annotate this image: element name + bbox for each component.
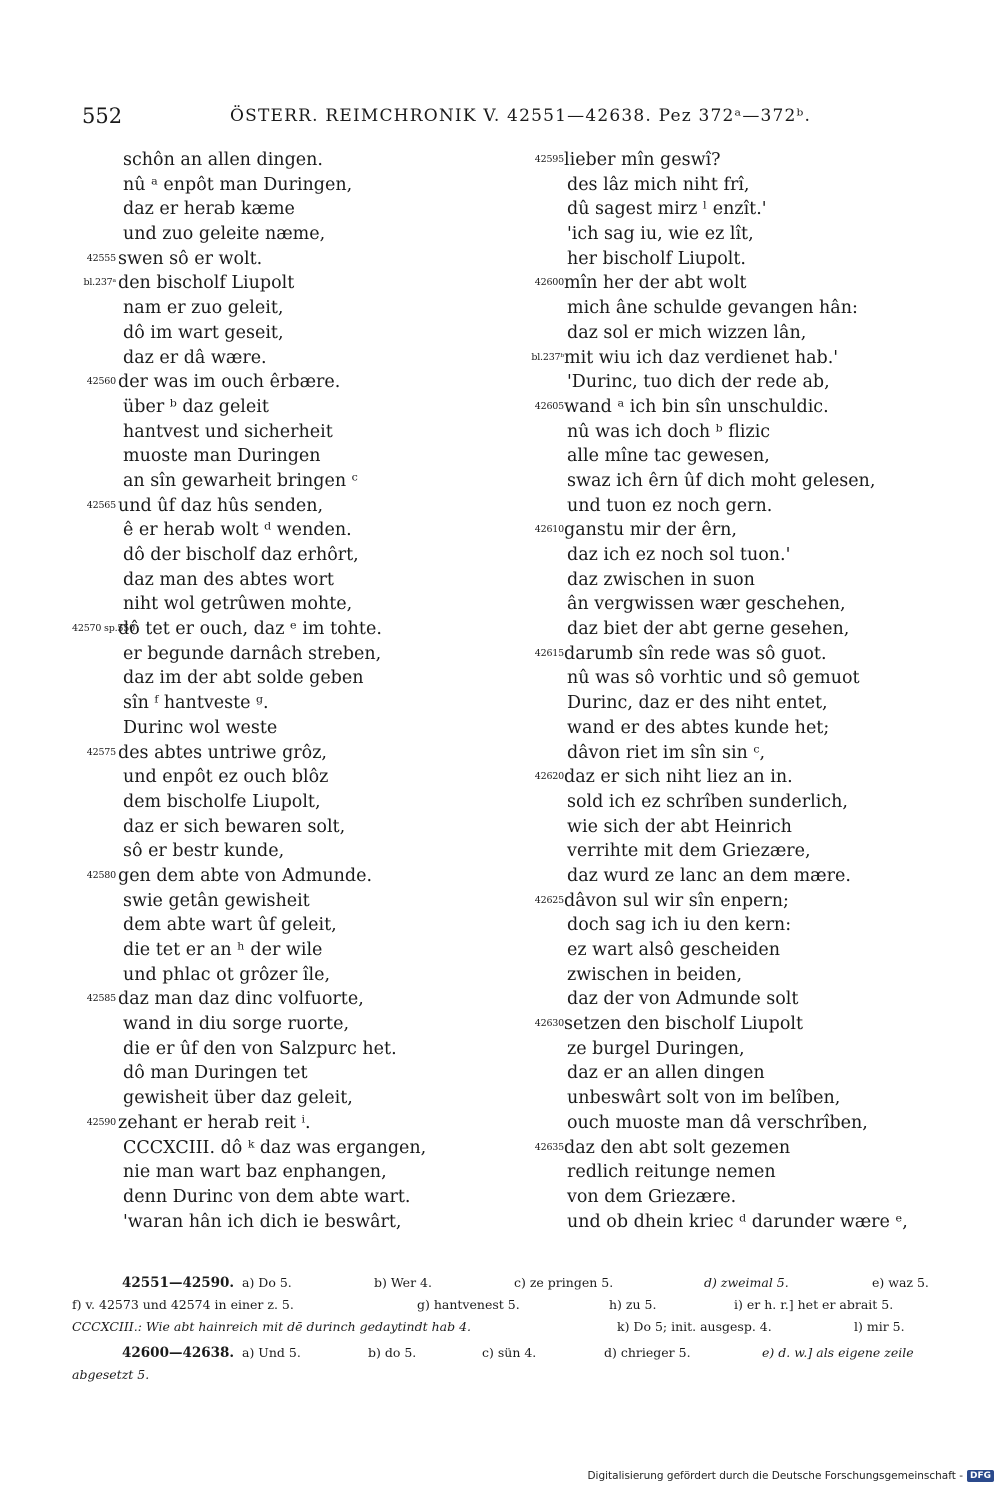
- verse-text: verrihte mit dem Griezære,: [567, 841, 811, 862]
- verse-line: [0, 1185, 500, 1210]
- footnote-row-1: [72, 1272, 942, 1294]
- verse-line: [500, 839, 1000, 864]
- line-number: 42555: [86, 252, 116, 264]
- verse-text: dâvon riet im sîn sin ᶜ,: [567, 742, 766, 763]
- verse-line: [0, 691, 500, 716]
- verse-line: [0, 963, 500, 988]
- verse-text: daz im der abt solde geben: [123, 668, 364, 689]
- verse-text: daz biet der abt gerne gesehen,: [567, 619, 850, 640]
- verse-line: [0, 1061, 500, 1086]
- verse-line: [0, 346, 500, 371]
- verse-line: [500, 1160, 1000, 1185]
- verse-line: [0, 938, 500, 963]
- verse-line: [500, 1012, 1000, 1037]
- verse-text: unbeswârt solt von im belîben,: [567, 1088, 841, 1109]
- verse-text: ê er herab wolt ᵈ wenden.: [123, 520, 352, 541]
- footnote-row-2: [72, 1294, 942, 1316]
- verse-line: [0, 815, 500, 840]
- verse-line: [0, 716, 500, 741]
- verse-text: ez wart alsô gescheiden: [567, 940, 781, 960]
- verse-line: [500, 765, 1000, 790]
- right-column: [500, 148, 1000, 1234]
- verse-line: [0, 247, 500, 272]
- verse-text: dû sagest mirz ˡ enzît.': [567, 199, 767, 220]
- verse-line: [0, 617, 500, 642]
- verse-line: [500, 222, 1000, 247]
- running-head: ÖSTERR. REIMCHRONIK V. 42551—42638. Pez 372ᵃ—372ᵇ.: [230, 106, 812, 126]
- verse-text: und ûf daz hûs senden,: [118, 495, 324, 516]
- footnote: abgesetzt 5.: [72, 1367, 150, 1382]
- verse-line: [500, 197, 1000, 222]
- verse-text: gewisheit über daz geleit,: [123, 1088, 353, 1109]
- verse-text: darumb sîn rede was sô guot.: [564, 643, 827, 664]
- footnote: k) Do 5; init. ausgesp. 4.: [617, 1319, 772, 1334]
- footnote: l) mir 5.: [854, 1319, 905, 1334]
- line-number: 42615: [534, 647, 564, 659]
- verse-text: wand ᵃ ich bin sîn unschuldic.: [564, 396, 829, 417]
- verse-line: [0, 592, 500, 617]
- verse-line: [500, 1185, 1000, 1210]
- line-number: bl.237ᵇ: [531, 351, 564, 363]
- verse-text: setzen den bischolf Liupolt: [564, 1014, 804, 1035]
- verse-text: die tet er an ʰ der wile: [123, 940, 323, 960]
- verse-line: [500, 691, 1000, 716]
- verse-text: her bischolf Liupolt.: [567, 248, 746, 269]
- verse-line: [0, 1086, 500, 1111]
- verse-text: und enpôt ez ouch blôz: [123, 767, 329, 788]
- verse-text: daz man daz dinc volfuorte,: [118, 989, 364, 1010]
- footnote: b) do 5.: [368, 1345, 417, 1360]
- verse-text: dem bischolfe Liupolt,: [123, 791, 321, 812]
- verse-text: dô man Duringen tet: [123, 1063, 308, 1084]
- verse-text: und phlac ot grôzer île,: [123, 964, 331, 985]
- verse-text: den bischolf Liupolt: [118, 273, 295, 294]
- footnote: a) Do 5.: [242, 1275, 292, 1290]
- verse-line: [500, 247, 1000, 272]
- verse-line: [500, 592, 1000, 617]
- verse-text: die er ûf den von Salzpurc het.: [123, 1038, 397, 1059]
- verse-text: doch sag ich iu den kern:: [567, 915, 792, 936]
- verse-line: [0, 518, 500, 543]
- footnote: CCCXCIII.: Wie abt hainreich mit dē durinch gedaytindt hab 4.: [72, 1319, 472, 1334]
- verse-line: [500, 790, 1000, 815]
- verse-text: daz man des abtes wort: [123, 569, 334, 590]
- verse-line: [0, 1012, 500, 1037]
- verse-line: [500, 716, 1000, 741]
- verse-line: [0, 1210, 500, 1235]
- funding-credit: [587, 1470, 994, 1482]
- line-number: 42570 sp.550: [72, 623, 135, 635]
- verse-text: ân vergwissen wær geschehen,: [567, 594, 846, 615]
- page-header: [0, 104, 1000, 132]
- verse-text: mit wiu ich daz verdienet hab.': [564, 347, 839, 368]
- line-number: 42580: [86, 869, 116, 881]
- verse-line: [500, 271, 1000, 296]
- credit-text: Digitalisierung gefördert durch die Deutsche Forschungsgemeinschaft -: [587, 1470, 963, 1482]
- verse-line: [500, 617, 1000, 642]
- verse-line: [0, 765, 500, 790]
- verse-line: [500, 173, 1000, 198]
- verse-text: daz zwischen in suon: [567, 569, 755, 590]
- verse-line: [0, 741, 500, 766]
- line-number: 42610: [534, 524, 564, 536]
- verse-line: [500, 815, 1000, 840]
- verse-line: [0, 370, 500, 395]
- verse-text: alle mîne tac gewesen,: [567, 446, 770, 467]
- verse-line: [0, 197, 500, 222]
- verse-line: [500, 1037, 1000, 1062]
- verse-text: des lâz mich niht frî,: [567, 174, 750, 195]
- verse-line: [500, 370, 1000, 395]
- verse-line: [500, 642, 1000, 667]
- verse-line: [0, 864, 500, 889]
- verse-line: [500, 296, 1000, 321]
- verse-line: [0, 444, 500, 469]
- verse-text: 'ich sag iu, wie ez lît,: [567, 224, 754, 245]
- verse-line: [0, 1136, 500, 1161]
- verse-line: [0, 296, 500, 321]
- verse-line: [500, 321, 1000, 346]
- verse-line: [0, 420, 500, 445]
- verse-line: [500, 444, 1000, 469]
- verse-text: schôn an allen dingen.: [123, 150, 323, 170]
- verse-text: ze burgel Duringen,: [567, 1038, 745, 1059]
- verse-text: hantvest und sicherheit: [123, 421, 333, 442]
- footnote-range: 42551—42590.: [122, 1275, 235, 1291]
- verse-text: sô er bestr kunde,: [123, 841, 285, 862]
- line-number: 42595: [534, 154, 564, 165]
- verse-text: denn Durinc von dem abte wart.: [123, 1186, 411, 1207]
- verse-line: [0, 642, 500, 667]
- footnote: h) zu 5.: [609, 1297, 657, 1312]
- verse-text: mich âne schulde gevangen hân:: [567, 298, 858, 319]
- verse-text: nû was ich doch ᵇ flizic: [567, 421, 771, 442]
- verse-text: des abtes untriwe grôz,: [118, 742, 327, 763]
- footnote: d) zweimal 5.: [704, 1275, 789, 1290]
- verse-line: [500, 913, 1000, 938]
- footnote-row-5: [72, 1364, 942, 1386]
- verse-text: swen sô er wolt.: [118, 248, 263, 269]
- footnote-range: 42600—42638.: [122, 1345, 235, 1361]
- verse-text: nû ᵃ enpôt man Duringen,: [123, 174, 353, 195]
- line-number: 42620: [534, 771, 564, 783]
- footnote: i) er h. r.] het er abrait 5.: [734, 1297, 894, 1312]
- verse-text: nie man wart baz enphangen,: [123, 1162, 387, 1183]
- verse-text: dô im wart geseit,: [123, 322, 284, 343]
- line-number: 42635: [534, 1141, 564, 1153]
- verse-text: dô der bischolf daz erhôrt,: [123, 545, 359, 565]
- line-number: 42605: [534, 400, 564, 412]
- verse-line: [0, 913, 500, 938]
- verse-line: [500, 963, 1000, 988]
- verse-line: [0, 148, 500, 173]
- verse-text: 'Durinc, tuo dich der rede ab,: [567, 372, 830, 393]
- verse-line: [500, 1086, 1000, 1111]
- verse-line: [500, 148, 1000, 173]
- verse-line: [500, 987, 1000, 1012]
- verse-text: niht wol getrûwen mohte,: [123, 594, 353, 615]
- verse-line: [500, 494, 1000, 519]
- verse-line: [0, 666, 500, 691]
- verse-text: er begunde darnâch streben,: [123, 643, 382, 664]
- verse-text: daz den abt solt gezemen: [564, 1137, 791, 1158]
- verse-text: sold ich ez schrîben sunderlich,: [567, 791, 848, 812]
- verse-text: gen dem abte von Admunde.: [118, 865, 373, 886]
- verse-line: [500, 346, 1000, 371]
- verse-line: [500, 1136, 1000, 1161]
- verse-line: [500, 518, 1000, 543]
- left-column: [0, 148, 500, 1234]
- verse-line: [500, 864, 1000, 889]
- verse-line: [500, 543, 1000, 568]
- verse-text: wand in diu sorge ruorte,: [123, 1014, 350, 1035]
- verse-line: [0, 469, 500, 494]
- footnotes: [72, 1272, 942, 1386]
- verse-text: und ob dhein kriec ᵈ darunder wære ᵉ,: [567, 1211, 908, 1232]
- verse-line: [0, 568, 500, 593]
- dfg-logo: DFG: [967, 1470, 994, 1482]
- verse-text: daz er sich niht liez an in.: [564, 767, 793, 788]
- verse-text: dô tet er ouch, daz ᵉ im tohte.: [118, 619, 382, 640]
- page-number: 552: [82, 104, 123, 128]
- verse-text: wie sich der abt Heinrich: [567, 816, 792, 837]
- footnote: f) v. 42573 und 42574 in einer z. 5.: [72, 1297, 294, 1312]
- verse-text: und tuon ez noch gern.: [567, 495, 773, 516]
- line-number: 42585: [86, 993, 116, 1005]
- line-number: 42560: [86, 376, 116, 388]
- verse-text: daz der von Admunde solt: [567, 989, 799, 1010]
- verse-text: redlich reitunge nemen: [567, 1162, 776, 1183]
- footnote: c) sün 4.: [482, 1345, 537, 1360]
- verse-line: [0, 790, 500, 815]
- verse-text: zwischen in beiden,: [567, 964, 743, 985]
- verse-text: über ᵇ daz geleit: [123, 396, 269, 417]
- verse-line: [0, 889, 500, 914]
- verse-text: swaz ich êrn ûf dich moht gelesen,: [567, 470, 876, 491]
- footnote: g) hantvenest 5.: [417, 1297, 520, 1312]
- verse-text: daz er an allen dingen: [567, 1063, 765, 1084]
- verse-text: daz er dâ wære.: [123, 347, 267, 368]
- verse-text: ganstu mir der êrn,: [564, 520, 737, 541]
- verse-line: [500, 889, 1000, 914]
- verse-line: [0, 173, 500, 198]
- verse-text: Durinc wol weste: [123, 717, 278, 738]
- verse-text: dâvon sul wir sîn enpern;: [564, 890, 789, 911]
- verse-text: swie getân gewisheit: [123, 890, 310, 911]
- footnote: e) d. w.] als eigene zeile: [762, 1345, 914, 1360]
- verse-text: daz ich ez noch sol tuon.': [567, 545, 791, 565]
- verse-text: an sîn gewarheit bringen ᶜ: [123, 470, 358, 491]
- footnote: c) ze pringen 5.: [514, 1275, 614, 1290]
- verse-line: [0, 321, 500, 346]
- verse-text: daz er herab kæme: [123, 199, 295, 220]
- footnote-row-4: [72, 1342, 942, 1364]
- verse-line: [0, 222, 500, 247]
- line-number: 42600: [534, 277, 564, 289]
- verse-text: wand er des abtes kunde het;: [567, 717, 830, 738]
- verse-text: von dem Griezære.: [567, 1186, 737, 1207]
- verse-text: und zuo geleite næme,: [123, 224, 326, 245]
- verse-text: daz er sich bewaren solt,: [123, 816, 346, 837]
- footnote: e) waz 5.: [872, 1275, 929, 1290]
- verse-line: [500, 420, 1000, 445]
- verse-line: [500, 1111, 1000, 1136]
- verse-text: sîn ᶠ hantveste ᵍ.: [123, 693, 269, 714]
- line-number: 42625: [534, 894, 564, 906]
- verse-line: [500, 469, 1000, 494]
- verse-line: [0, 543, 500, 568]
- verse-line: [500, 741, 1000, 766]
- footnote-row-3: [72, 1316, 942, 1338]
- verse-line: [500, 1061, 1000, 1086]
- verse-line: [0, 271, 500, 296]
- verse-line: [0, 1037, 500, 1062]
- verse-line: [500, 1210, 1000, 1235]
- verse-text: mîn her der abt wolt: [564, 273, 747, 294]
- verse-text: nû was sô vorhtic und sô gemuot: [567, 668, 860, 689]
- verse-line: [500, 666, 1000, 691]
- verse-text: ouch muoste man dâ verschrîben,: [567, 1112, 868, 1133]
- verse-text: dem abte wart ûf geleit,: [123, 915, 337, 936]
- verse-text: muoste man Duringen: [123, 446, 321, 467]
- verse-line: [0, 494, 500, 519]
- line-number: 42630: [534, 1018, 564, 1030]
- verse-line: [500, 395, 1000, 420]
- verse-text: zehant er herab reit ⁱ.: [118, 1112, 311, 1133]
- verse-text: CCCXCIII. dô ᵏ daz was ergangen,: [123, 1137, 427, 1158]
- verse-line: [500, 938, 1000, 963]
- verse-line: [0, 395, 500, 420]
- verse-text: nam er zuo geleit,: [123, 298, 284, 319]
- footnote: b) Wer 4.: [374, 1275, 432, 1290]
- footnote: a) Und 5.: [242, 1345, 301, 1360]
- line-number: 42565: [86, 499, 116, 511]
- verse-line: [0, 1111, 500, 1136]
- verse-text: daz wurd ze lanc an dem mære.: [567, 865, 851, 886]
- footnote: d) chrieger 5.: [604, 1345, 691, 1360]
- verse-line: [0, 987, 500, 1012]
- verse-line: [0, 839, 500, 864]
- line-number: bl.237ᵃ: [83, 277, 116, 289]
- verse-line: [0, 1160, 500, 1185]
- line-number: 42590: [86, 1116, 116, 1128]
- line-number: 42575: [86, 746, 116, 758]
- verse-text: Durinc, daz er des niht entet,: [567, 693, 828, 714]
- verse-text: lieber mîn geswî?: [564, 150, 721, 170]
- verse-text: 'waran hân ich dich ie beswârt,: [123, 1211, 402, 1232]
- verse-line: [500, 568, 1000, 593]
- verse-text: der was im ouch êrbære.: [118, 372, 341, 393]
- verse-text: daz sol er mich wizzen lân,: [567, 322, 807, 343]
